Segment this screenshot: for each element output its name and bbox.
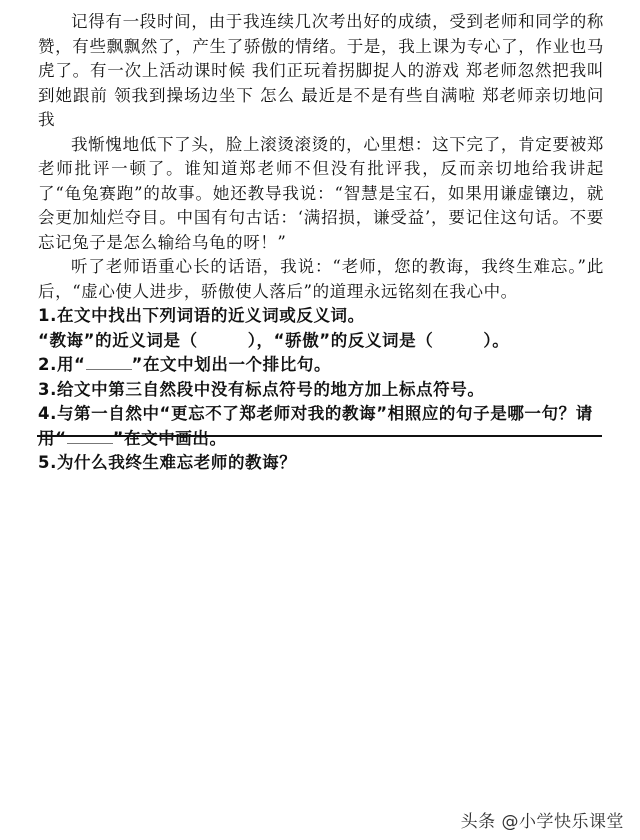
question-2	[38, 353, 604, 378]
question-4-a: 4.与第一自然中“更忘不了郑老师对我的教诲”相照应的句子是哪一句？请用“	[38, 404, 593, 448]
question-4-b: ”在文中画出。	[112, 428, 227, 448]
question-1-sub	[38, 329, 604, 354]
answer-line[interactable]	[37, 435, 602, 437]
question-5: 5.为什么我终生难忘老师的教诲？	[38, 453, 297, 472]
question-1: 1.在文中找出下列词语的近义词或反义词。	[38, 306, 365, 325]
question-2-a: 2.用“	[38, 355, 86, 374]
paragraph-3: 听了老师语重心长的话语，我说：“老师，您的教诲，我终生难忘。”此后，“虚心使人进步，骄傲使人落后”的道理永远铭刻在我心中。	[38, 257, 604, 301]
wavy-line-sample	[86, 355, 132, 370]
paragraph-2: 我惭愧地低下了头，脸上滚烫滚烫的，心里想：这下完了，肯定要被郑老师批评一顿了。谁知道郑老师不但没有批评我，反而亲切地给我讲起了“龟兔赛跑”的故事。她还教导我说：“智慧是宝石，如果用谦虚镶边，就会更加灿烂夺目。中国有句古话：‘满招损，谦受益’，要记住这句话。不要忘记兔子是怎么输给乌龟的呀！”	[38, 134, 604, 252]
paragraph-1: 记得有一段时间，由于我连续几次考出好的成绩，受到老师和同学的称赞，有些飘飘然了，产生了骄傲的情绪。于是，我上课为专心了，作业也马虎了。有一次上活动课时候 我们正玩着拐脚捉人的游戏 郑老师忽然把我叫到她跟前 领我到操场边坐下 怎么 最近是不是有些自满啦 郑老师亲切地问我	[38, 12, 604, 129]
watermark: 头条 @小学快乐课堂	[460, 812, 624, 832]
question-2-b: ”在文中划出一个排比句。	[131, 355, 332, 374]
question-1-sub-c: ）。	[483, 330, 510, 350]
question-1-sub-b: ），“骄傲”的反义词是（	[247, 330, 434, 350]
worksheet	[38, 10, 604, 476]
question-1-sub-a: “教诲”的近义词是（	[38, 330, 198, 350]
question-3: 3.给文中第三自然段中没有标点符号的地方加上标点符号。	[38, 379, 485, 399]
question-4	[38, 402, 604, 451]
